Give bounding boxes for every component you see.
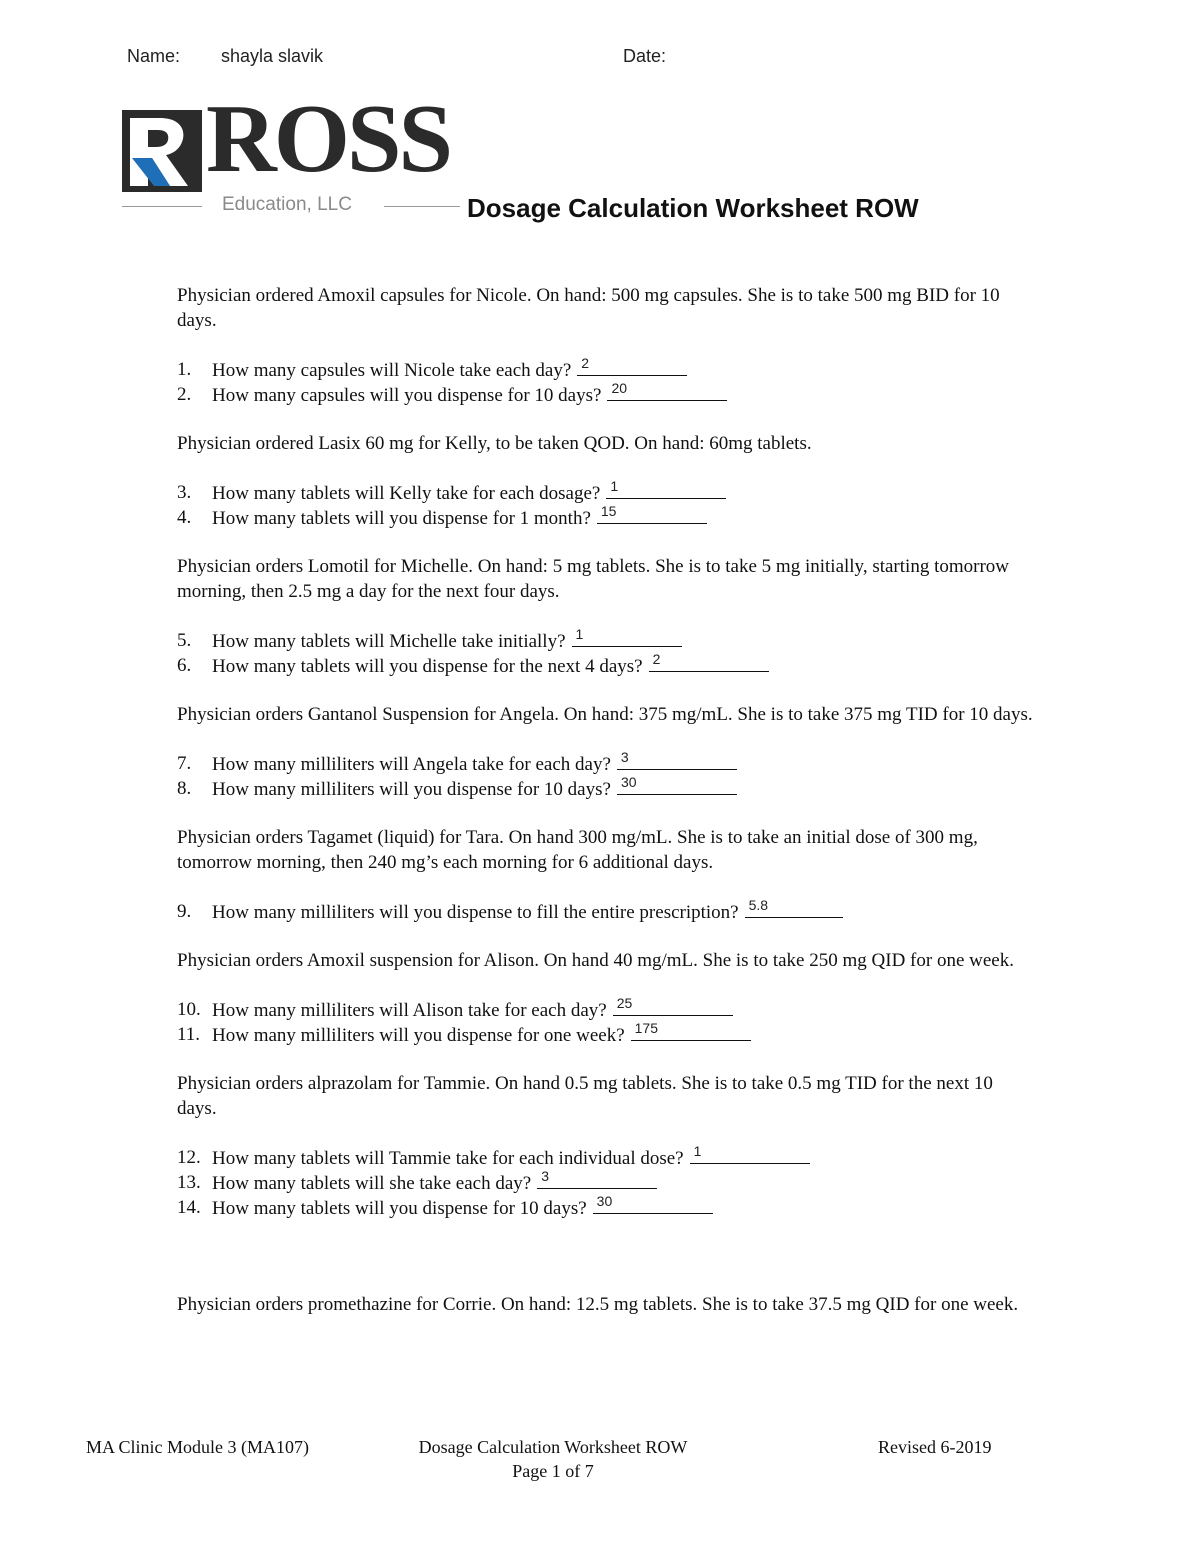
name-value: shayla slavik bbox=[221, 46, 324, 66]
question-item bbox=[177, 899, 1037, 924]
answer-blank[interactable] bbox=[572, 628, 682, 647]
answer-value: 15 bbox=[600, 503, 617, 519]
question-number: 11. bbox=[177, 1024, 201, 1045]
question-list bbox=[177, 1145, 1037, 1220]
answer-value: 5.8 bbox=[748, 897, 769, 913]
question-text: How many tablets will you dispense for 1 month? bbox=[212, 508, 591, 529]
logo-divider-right bbox=[384, 206, 460, 207]
answer-value: 20 bbox=[611, 380, 628, 396]
answer-blank[interactable] bbox=[606, 480, 726, 499]
answer-value: 2 bbox=[652, 651, 661, 667]
answer-value: 1 bbox=[575, 626, 584, 642]
name-label: Name: bbox=[127, 46, 181, 66]
question-number: 8. bbox=[177, 778, 192, 799]
question-number: 5. bbox=[177, 630, 192, 651]
footer-revision: Revised 6-2019 bbox=[878, 1437, 992, 1457]
answer-blank[interactable] bbox=[537, 1170, 657, 1189]
footer-title: Dosage Calculation Worksheet ROW bbox=[418, 1437, 688, 1457]
scenario-paragraph: Physician ordered Lasix 60 mg for Kelly, to be taken QOD. On hand: 60mg tablets. bbox=[177, 433, 812, 454]
question-text: How many milliliters will you dispense for one week? bbox=[212, 1025, 625, 1046]
question-text: How many capsules will Nicole take each day? bbox=[212, 360, 572, 381]
question-item bbox=[177, 653, 1037, 678]
answer-blank[interactable] bbox=[613, 997, 733, 1016]
scenario-paragraph: Physician orders Lomotil for Michelle. On hand: 5 mg tablets. She is to take 5 mg initially, starting tomorrow morning, then 2.5 mg a day for the next four days. bbox=[177, 556, 1010, 602]
question-item bbox=[177, 505, 1037, 530]
question-item bbox=[177, 1195, 1037, 1220]
answer-value: 1 bbox=[693, 1143, 702, 1159]
question-number: 4. bbox=[177, 507, 192, 528]
question-text: How many milliliters will Angela take for each day? bbox=[212, 754, 611, 775]
date-label: Date: bbox=[623, 46, 667, 66]
footer-module: MA Clinic Module 3 (MA107) bbox=[86, 1437, 309, 1457]
answer-value: 25 bbox=[616, 995, 633, 1011]
answer-value: 1 bbox=[610, 478, 619, 494]
question-text: How many tablets will Kelly take for each dosage? bbox=[212, 483, 601, 504]
question-text: How many tablets will you dispense for the next 4 days? bbox=[212, 656, 643, 677]
answer-blank[interactable] bbox=[593, 1195, 713, 1214]
question-text: How many milliliters will you dispense for 10 days? bbox=[212, 779, 611, 800]
question-number: 2. bbox=[177, 384, 192, 405]
question-list bbox=[177, 899, 1037, 924]
answer-blank[interactable] bbox=[649, 653, 769, 672]
question-list bbox=[177, 997, 1037, 1047]
scenario-paragraph: Physician orders Gantanol Suspension for Angela. On hand: 375 mg/mL. She is to take 375 mg TID for 10 days. bbox=[177, 704, 1033, 725]
question-item bbox=[177, 382, 1037, 407]
answer-value: 2 bbox=[581, 355, 590, 371]
answer-value: 175 bbox=[634, 1020, 658, 1036]
answer-value: 30 bbox=[596, 1193, 613, 1209]
answer-blank[interactable] bbox=[617, 751, 737, 770]
question-text: How many tablets will Tammie take for each individual dose? bbox=[212, 1148, 684, 1169]
answer-value: 3 bbox=[620, 749, 629, 765]
question-item bbox=[177, 1145, 1037, 1170]
question-text: How many milliliters will Alison take for each day? bbox=[212, 1000, 607, 1021]
answer-blank[interactable] bbox=[577, 357, 687, 376]
question-number: 10. bbox=[177, 999, 201, 1020]
question-item bbox=[177, 1022, 1037, 1047]
question-list bbox=[177, 357, 1037, 407]
question-number: 12. bbox=[177, 1147, 201, 1168]
scenario-paragraph: Physician orders alprazolam for Tammie. On hand 0.5 mg tablets. She is to take 0.5 mg TID for the next 10 days. bbox=[177, 1073, 993, 1119]
question-item bbox=[177, 776, 1037, 801]
question-number: 9. bbox=[177, 901, 192, 922]
answer-blank[interactable] bbox=[597, 505, 707, 524]
question-list bbox=[177, 628, 1037, 678]
scenario-paragraph: Physician orders Amoxil suspension for Alison. On hand 40 mg/mL. She is to take 250 mg QID for one week. bbox=[177, 950, 1014, 971]
question-number: 3. bbox=[177, 482, 192, 503]
question-number: 13. bbox=[177, 1172, 201, 1193]
question-item bbox=[177, 357, 1037, 382]
question-item bbox=[177, 751, 1037, 776]
answer-value: 3 bbox=[541, 1168, 549, 1184]
answer-blank[interactable] bbox=[690, 1145, 810, 1164]
question-item bbox=[177, 997, 1037, 1022]
question-number: 6. bbox=[177, 655, 192, 676]
worksheet-body bbox=[177, 283, 1037, 1341]
answer-value: 30 bbox=[620, 774, 637, 790]
question-text: How many tablets will Michelle take initially? bbox=[212, 631, 566, 652]
question-item bbox=[177, 628, 1037, 653]
answer-blank[interactable] bbox=[745, 899, 843, 918]
question-number: 1. bbox=[177, 359, 192, 380]
question-text: How many capsules will you dispense for 10 days? bbox=[212, 385, 602, 406]
document-title: Dosage Calculation Worksheet ROW bbox=[467, 193, 919, 223]
question-number: 7. bbox=[177, 753, 192, 774]
question-text: How many tablets will you dispense for 10 days? bbox=[212, 1198, 587, 1219]
logo-subtitle: Education, LLC bbox=[222, 194, 352, 215]
page-number: Page 1 of 7 bbox=[512, 1461, 594, 1481]
ross-r-logo-icon bbox=[122, 110, 202, 192]
scenario-paragraph: Physician orders Tagamet (liquid) for Tara. On hand 300 mg/mL. She is to take an initial dose of 300 mg, tomorrow morning, then 240 mg’s each morning for 6 additional days. bbox=[177, 827, 978, 873]
answer-blank[interactable] bbox=[607, 382, 727, 401]
answer-blank[interactable] bbox=[631, 1022, 751, 1041]
question-text: How many tablets will she take each day? bbox=[212, 1173, 532, 1194]
logo-divider-left bbox=[122, 206, 202, 207]
ross-education-logo bbox=[122, 85, 462, 224]
scenario-paragraph: Physician ordered Amoxil capsules for Nicole. On hand: 500 mg capsules. She is to take 500 mg BID for 10 days. bbox=[177, 285, 1000, 331]
section-spacer bbox=[177, 1244, 1037, 1292]
logo-brand-text: ROSS bbox=[206, 85, 451, 193]
question-list bbox=[177, 480, 1037, 530]
answer-blank[interactable] bbox=[617, 776, 737, 795]
question-list bbox=[177, 751, 1037, 801]
question-number: 14. bbox=[177, 1197, 201, 1218]
scenario-paragraph: Physician orders promethazine for Corrie. On hand: 12.5 mg tablets. She is to take 37.5 mg QID for one week. bbox=[177, 1294, 1019, 1315]
question-text: How many milliliters will you dispense to fill the entire prescription? bbox=[212, 902, 739, 923]
